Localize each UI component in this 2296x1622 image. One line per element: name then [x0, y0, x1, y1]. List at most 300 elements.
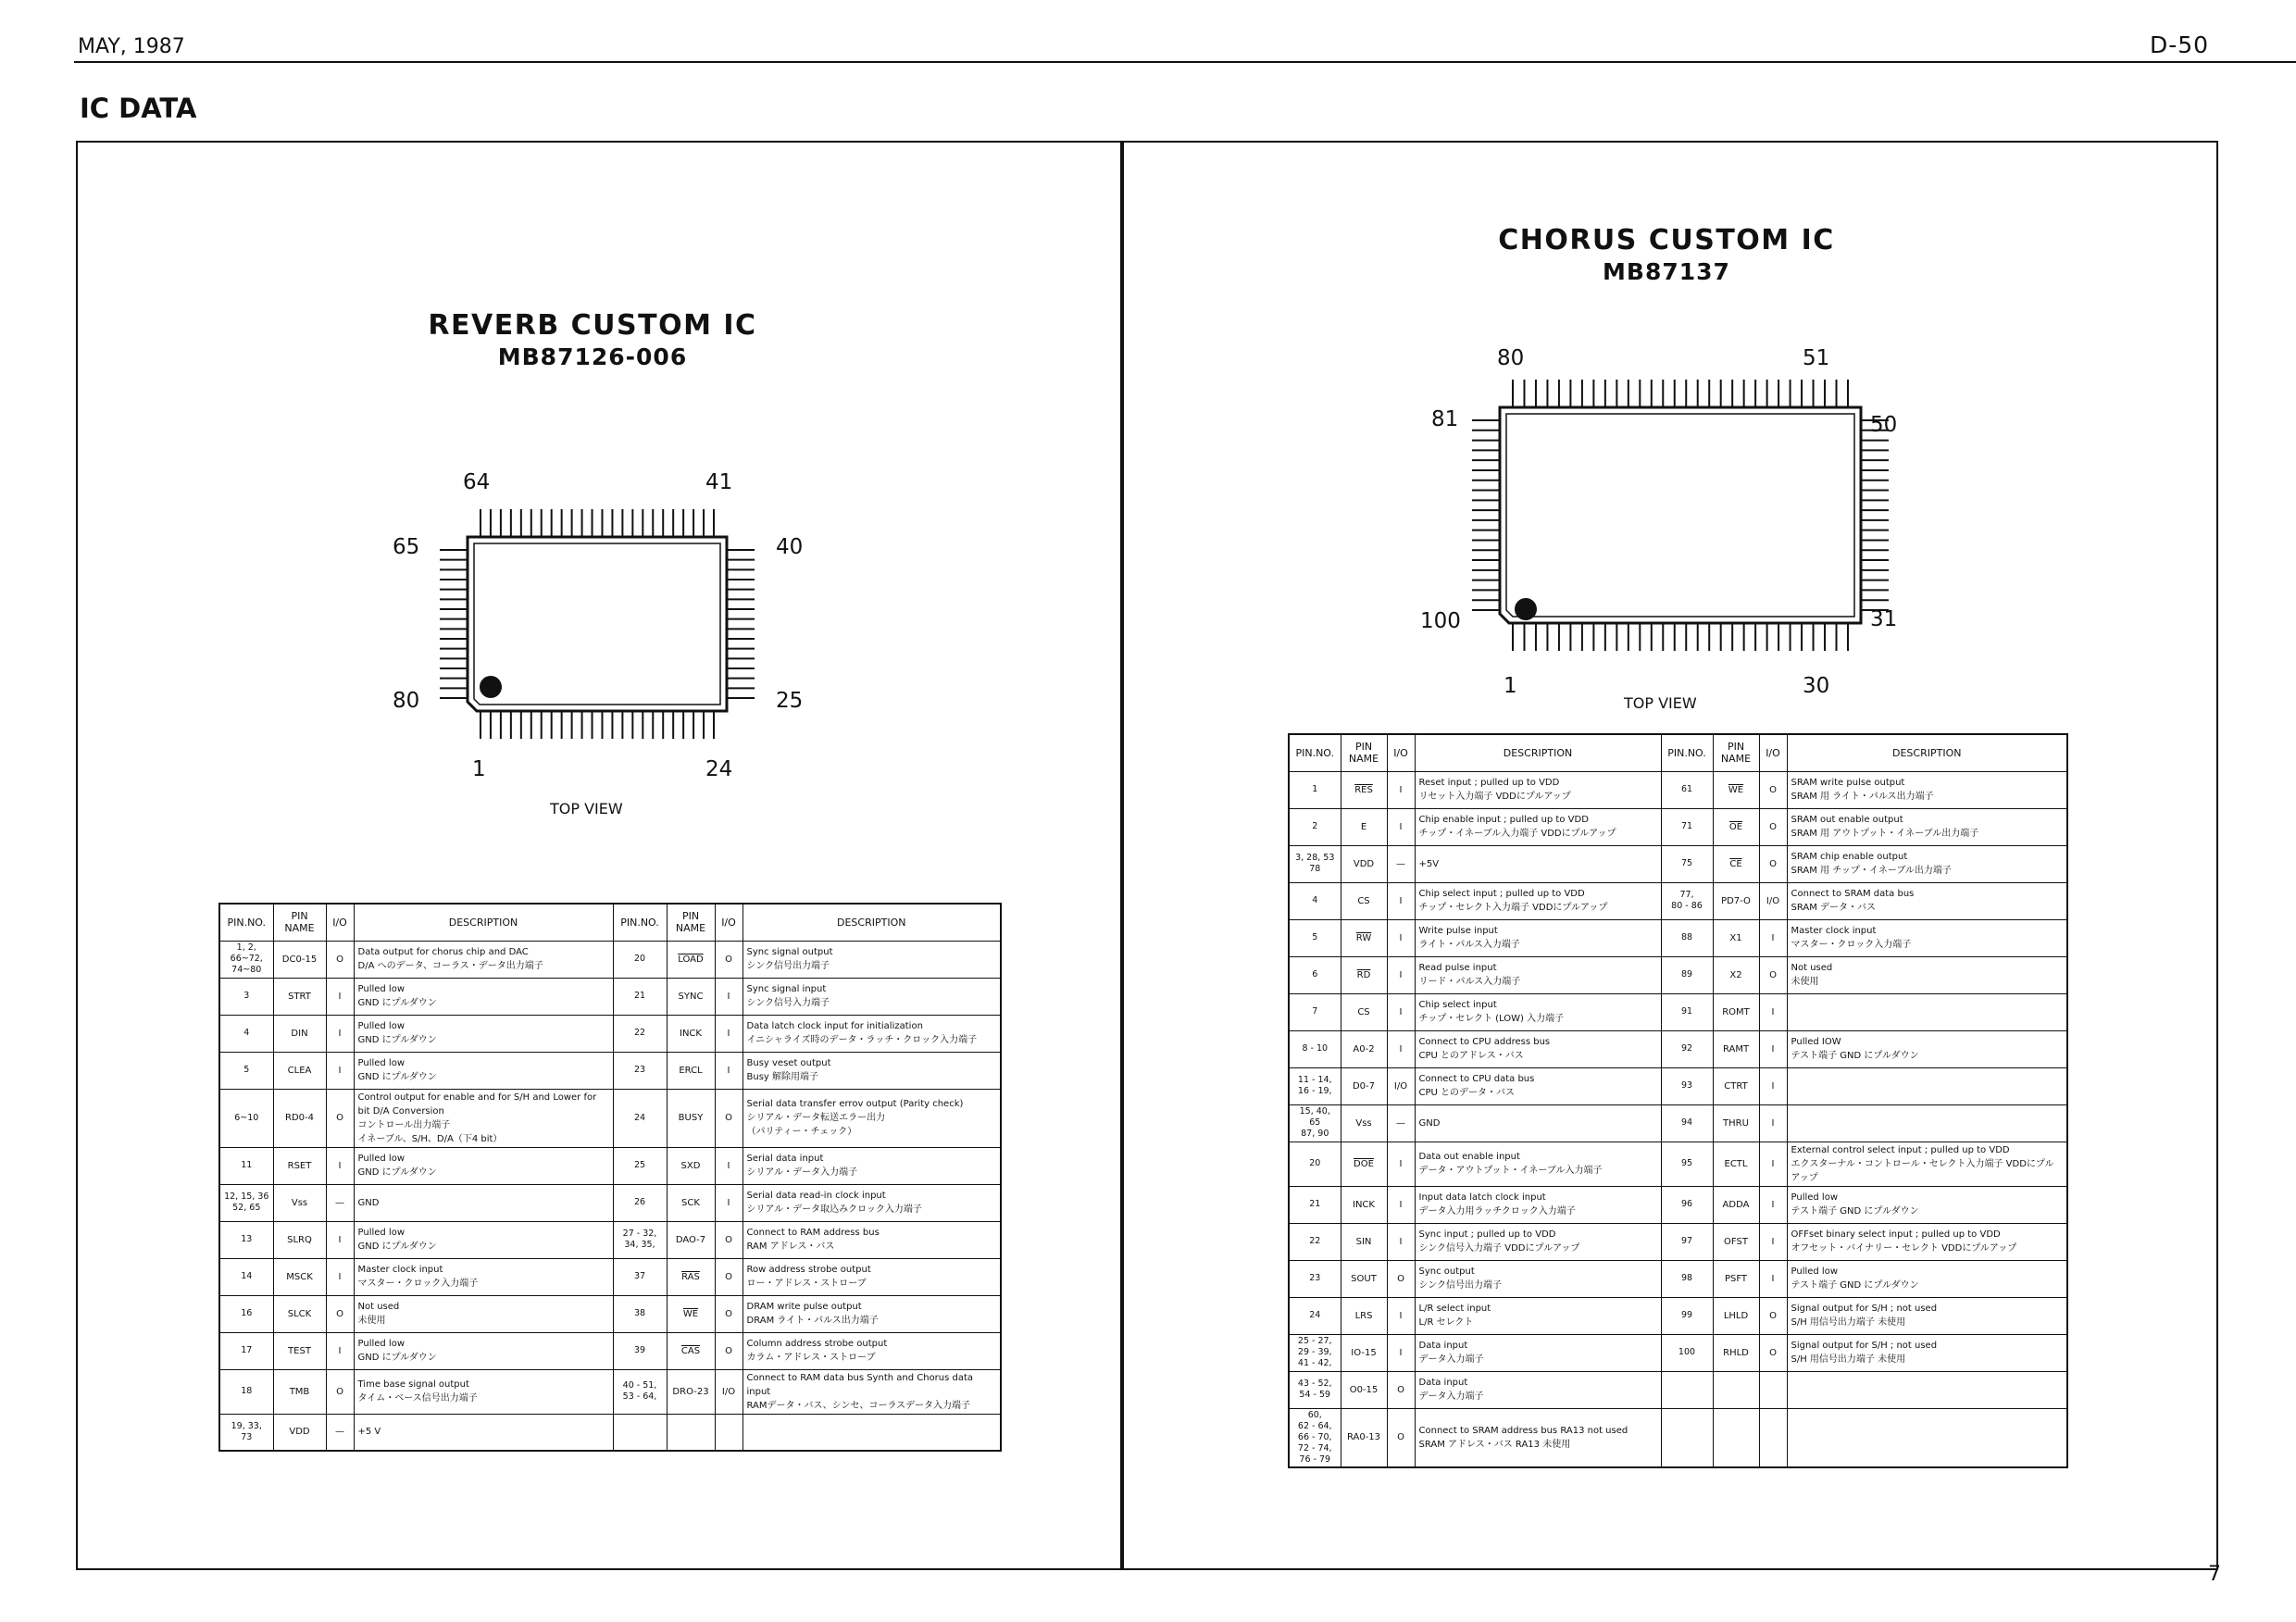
pin1-marker-icon: [1515, 598, 1537, 620]
reverb-top-view-label: TOP VIEW: [550, 800, 623, 817]
pin-io-cell: I: [1759, 1067, 1787, 1104]
pin-description-cell: Connect to RAM address bus RAM アドレス・バス: [742, 1221, 1001, 1258]
pin-io-cell: I: [1759, 1104, 1787, 1142]
pin-number-cell: 38: [613, 1295, 667, 1332]
pin-description-cell: Time base signal output タイム・ベース信号出力端子: [354, 1369, 613, 1414]
pin-io-cell: I: [715, 978, 742, 1015]
pin-io-cell: O: [1759, 1297, 1787, 1334]
pin-io-cell: I: [715, 1184, 742, 1221]
pin-io-cell: I: [1387, 882, 1415, 919]
empty-cell: [1759, 1371, 1787, 1408]
pin-name-cell: PD7-O: [1713, 882, 1759, 919]
table-row: [1289, 771, 2067, 808]
pin-name-cell: $\overline{WE}$: [667, 1295, 715, 1332]
chorus-pin-51: 51: [1803, 346, 1830, 370]
pin-io-cell: O: [326, 941, 354, 978]
chorus-title-block: [1444, 224, 1889, 285]
pin-name-cell: DAO-7: [667, 1221, 715, 1258]
pin-description-cell: Column address strobe output カラム・アドレス・ストローブ: [742, 1332, 1001, 1369]
pin-name-cell: CS: [1341, 993, 1387, 1030]
pin-description-cell: GND: [354, 1184, 613, 1221]
pin-name-cell: E: [1341, 808, 1387, 845]
empty-cell: [1661, 1371, 1713, 1408]
pin-number-cell: 22: [1289, 1223, 1341, 1260]
pin-description-cell: Control output for enable and for S/H and Lower for bit D/A Conversion コントロール出力端子 イネーブル、S/H、D/A（下4 bit）: [354, 1089, 613, 1147]
table-row: [219, 1369, 1001, 1414]
table-row: [219, 1052, 1001, 1089]
reverb-pin-1: 1: [472, 757, 486, 781]
pin-description-cell: SRAM out enable output SRAM 用 アウトプット・イネーブル出力端子: [1787, 808, 2067, 845]
reverb-pin-25: 25: [776, 689, 804, 713]
pin-name-cell: BUSY: [667, 1089, 715, 1147]
pin-io-cell: I: [715, 1147, 742, 1184]
pin-number-cell: 60, 62 - 64, 66 - 70, 72 - 74, 76 - 79: [1289, 1408, 1341, 1467]
pin-description-cell: Serial data input シリアル・データ入力端子: [742, 1147, 1001, 1184]
header-model: D-50: [2150, 31, 2210, 58]
pin-io-cell: I/O: [1387, 1067, 1415, 1104]
pin-io-cell: I/O: [715, 1369, 742, 1414]
column-header: I/O: [1759, 734, 1787, 771]
table-row: [219, 1147, 1001, 1184]
page-number: 7: [2208, 1563, 2221, 1586]
pin-number-cell: 23: [613, 1052, 667, 1089]
pin-name-cell: X1: [1713, 919, 1759, 956]
pin-description-cell: Data input データ入力端子: [1415, 1334, 1661, 1371]
pin-io-cell: I: [1387, 808, 1415, 845]
pin-number-cell: 98: [1661, 1260, 1713, 1297]
column-header: PIN.NO.: [613, 904, 667, 941]
pin-number-cell: 97: [1661, 1223, 1713, 1260]
pin-number-cell: 5: [219, 1052, 273, 1089]
pin-name-cell: INCK: [667, 1015, 715, 1052]
chorus-pin-80: 80: [1497, 346, 1525, 370]
table-row: [1289, 1142, 2067, 1186]
pin-io-cell: O: [1759, 845, 1787, 882]
pin-name-cell: $\overline{RES}$: [1341, 771, 1387, 808]
empty-cell: [1661, 1408, 1713, 1467]
empty-cell: [715, 1414, 742, 1451]
pin-name-cell: $\overline{RAS}$: [667, 1258, 715, 1295]
pin-number-cell: 18: [219, 1369, 273, 1414]
pin-name-cell: INCK: [1341, 1186, 1387, 1223]
pin-description-cell: Data output for chorus chip and DAC D/A へのデータ、コーラス・データ出力端子: [354, 941, 613, 978]
table-row: [1289, 956, 2067, 993]
pin-io-cell: I: [1387, 1223, 1415, 1260]
pin-number-cell: 24: [613, 1089, 667, 1147]
pin-io-cell: I: [1387, 1186, 1415, 1223]
pin-description-cell: Master clock input マスター・クロック入力端子: [354, 1258, 613, 1295]
pin-name-cell: MSCK: [273, 1258, 326, 1295]
pin-io-cell: I: [326, 1052, 354, 1089]
reverb-pin-table: [218, 903, 1002, 1452]
empty-cell: [742, 1414, 1001, 1451]
pin-name-cell: $\overline{RD}$: [1341, 956, 1387, 993]
column-header: PIN NAME: [667, 904, 715, 941]
pin-number-cell: 17: [219, 1332, 273, 1369]
pin-description-cell: Chip select input チップ・セレクト (LOW) 入力端子: [1415, 993, 1661, 1030]
table-row: [219, 978, 1001, 1015]
table-row: [1289, 882, 2067, 919]
pin-description-cell: [1787, 1104, 2067, 1142]
pin-name-cell: $\overline{CAS}$: [667, 1332, 715, 1369]
chorus-title: CHORUS CUSTOM IC: [1498, 224, 1835, 256]
pin-description-cell: Chip enable input ; pulled up to VDD チップ・イネーブル入力端子 VDDにプルアップ: [1415, 808, 1661, 845]
pin-number-cell: 8 - 10: [1289, 1030, 1341, 1067]
table-row: [1289, 1186, 2067, 1223]
pin-name-cell: SLRQ: [273, 1221, 326, 1258]
pin-description-cell: Pulled low GND にプルダウン: [354, 1052, 613, 1089]
pin-description-cell: Serial data read-in clock input シリアル・データ取込みクロック入力端子: [742, 1184, 1001, 1221]
pin-description-cell: Pulled low GND にプルダウン: [354, 1332, 613, 1369]
pin-description-cell: Pulled low GND にプルダウン: [354, 1015, 613, 1052]
pin-number-cell: 2: [1289, 808, 1341, 845]
pin-io-cell: I: [1759, 1260, 1787, 1297]
pin-name-cell: TMB: [273, 1369, 326, 1414]
pin-description-cell: OFFset binary select input ; pulled up to VDD オフセット・バイナリー・セレクト VDDにプルアップ: [1787, 1223, 2067, 1260]
column-header: DESCRIPTION: [354, 904, 613, 941]
pin-description-cell: SRAM write pulse output SRAM 用 ライト・パルス出力端子: [1787, 771, 2067, 808]
chorus-chip-drawing: [1416, 361, 1907, 680]
pin-description-cell: Reset input ; pulled up to VDD リセット入力端子 VDDにプルアップ: [1415, 771, 1661, 808]
pin-number-cell: 77, 80 - 86: [1661, 882, 1713, 919]
pin-name-cell: $\overline{WE}$: [1713, 771, 1759, 808]
pin-description-cell: SRAM chip enable output SRAM 用 チップ・イネーブル出力端子: [1787, 845, 2067, 882]
pin-io-cell: O: [1759, 956, 1787, 993]
table-row: [219, 1089, 1001, 1147]
pin-io-cell: O: [715, 1295, 742, 1332]
pin-number-cell: 75: [1661, 845, 1713, 882]
pin-description-cell: Sync signal output シンク信号出力端子: [742, 941, 1001, 978]
reverb-pin-40: 40: [776, 535, 804, 559]
table-row: [219, 1258, 1001, 1295]
chorus-pin-50: 50: [1870, 413, 1898, 437]
table-row: [1289, 808, 2067, 845]
chorus-pin-30: 30: [1803, 674, 1830, 698]
pin-name-cell: DIN: [273, 1015, 326, 1052]
pin-description-cell: Input data latch clock input データ入力用ラッチクロック入力端子: [1415, 1186, 1661, 1223]
table-row: [1289, 1297, 2067, 1334]
column-header: PIN.NO.: [219, 904, 273, 941]
reverb-part-number: MB87126-006: [497, 343, 688, 370]
pin-name-cell: Vss: [1341, 1104, 1387, 1142]
pin-number-cell: 4: [1289, 882, 1341, 919]
column-header: PIN.NO.: [1661, 734, 1713, 771]
pin-number-cell: 71: [1661, 808, 1713, 845]
pin-number-cell: 21: [1289, 1186, 1341, 1223]
table-row: [219, 1221, 1001, 1258]
pin-io-cell: O: [326, 1295, 354, 1332]
pin-name-cell: RA0-13: [1341, 1408, 1387, 1467]
pin-number-cell: 61: [1661, 771, 1713, 808]
pin-name-cell: SYNC: [667, 978, 715, 1015]
pin-description-cell: +5 V: [354, 1414, 613, 1451]
pin-description-cell: Signal output for S/H ; not used S/H 用信号出力端子 未使用: [1787, 1297, 2067, 1334]
column-header: PIN NAME: [273, 904, 326, 941]
pin-description-cell: Connect to CPU address bus CPU とのアドレス・バス: [1415, 1030, 1661, 1067]
pin-number-cell: 11 - 14, 16 - 19,: [1289, 1067, 1341, 1104]
pin-description-cell: Connect to SRAM data bus SRAM データ・バス: [1787, 882, 2067, 919]
pin-io-cell: O: [1387, 1408, 1415, 1467]
pin-name-cell: ECTL: [1713, 1142, 1759, 1186]
pin-number-cell: 13: [219, 1221, 273, 1258]
pin-description-cell: Write pulse input ライト・パルス入力端子: [1415, 919, 1661, 956]
pin-description-cell: Pulled low GND にプルダウン: [354, 1221, 613, 1258]
reverb-title: REVERB CUSTOM IC: [428, 309, 757, 342]
pin-description-cell: Sync input ; pulled up to VDD シンク信号入力端子 VDDにプルアップ: [1415, 1223, 1661, 1260]
empty-cell: [613, 1414, 667, 1451]
pin-number-cell: 96: [1661, 1186, 1713, 1223]
pin-description-cell: Pulled low テスト端子 GND にプルダウン: [1787, 1260, 2067, 1297]
pin-number-cell: 37: [613, 1258, 667, 1295]
pin-description-cell: Pulled IOW テスト端子 GND にプルダウン: [1787, 1030, 2067, 1067]
pin-number-cell: 21: [613, 978, 667, 1015]
pin-number-cell: 88: [1661, 919, 1713, 956]
pin-io-cell: I: [326, 1221, 354, 1258]
column-header: DESCRIPTION: [1787, 734, 2067, 771]
table-row: [219, 1295, 1001, 1332]
pin-name-cell: SLCK: [273, 1295, 326, 1332]
pin-name-cell: RD0-4: [273, 1089, 326, 1147]
pin-number-cell: 6: [1289, 956, 1341, 993]
table-row: [1289, 1067, 2067, 1104]
empty-cell: [1713, 1371, 1759, 1408]
pin-io-cell: —: [326, 1184, 354, 1221]
empty-cell: [1787, 1371, 2067, 1408]
pin-io-cell: I: [1759, 1030, 1787, 1067]
column-header: PIN NAME: [1713, 734, 1759, 771]
pin-number-cell: 23: [1289, 1260, 1341, 1297]
pin-name-cell: CTRT: [1713, 1067, 1759, 1104]
pin-description-cell: Busy veset output Busy 解除用端子: [742, 1052, 1001, 1089]
pin-description-cell: Row address strobe output ロー・アドレス・ストローブ: [742, 1258, 1001, 1295]
pin-io-cell: I: [1759, 1223, 1787, 1260]
pin-number-cell: 11: [219, 1147, 273, 1184]
pin-io-cell: O: [1759, 771, 1787, 808]
pin-name-cell: OFST: [1713, 1223, 1759, 1260]
chorus-pin-table: [1288, 733, 2068, 1468]
pin-description-cell: Read pulse input リード・パルス入力端子: [1415, 956, 1661, 993]
table-row: [1289, 1030, 2067, 1067]
pin-number-cell: 89: [1661, 956, 1713, 993]
pin-name-cell: ROMT: [1713, 993, 1759, 1030]
pin-name-cell: SXD: [667, 1147, 715, 1184]
pin-number-cell: 16: [219, 1295, 273, 1332]
pin-number-cell: 15, 40, 65 87, 90: [1289, 1104, 1341, 1142]
pin-io-cell: I: [326, 978, 354, 1015]
pin-io-cell: I: [1387, 956, 1415, 993]
pin-name-cell: $\overline{DOE}$: [1341, 1142, 1387, 1186]
pin-name-cell: D0-7: [1341, 1067, 1387, 1104]
pin-name-cell: RAMT: [1713, 1030, 1759, 1067]
pin-io-cell: O: [715, 1258, 742, 1295]
reverb-pin-24: 24: [705, 757, 733, 781]
pin-description-cell: Connect to CPU data bus CPU とのデータ・バス: [1415, 1067, 1661, 1104]
empty-cell: [1713, 1408, 1759, 1467]
pin-name-cell: A0-2: [1341, 1030, 1387, 1067]
pin-number-cell: 12, 15, 36 52, 65: [219, 1184, 273, 1221]
pin-number-cell: 91: [1661, 993, 1713, 1030]
pin-name-cell: X2: [1713, 956, 1759, 993]
column-header: DESCRIPTION: [1415, 734, 1661, 771]
pin-number-cell: 14: [219, 1258, 273, 1295]
table-row: [1289, 1371, 2067, 1408]
pin-name-cell: LOAD: [667, 941, 715, 978]
pin-number-cell: 25: [613, 1147, 667, 1184]
column-header: DESCRIPTION: [742, 904, 1001, 941]
pin-description-cell: Sync output シンク信号出力端子: [1415, 1260, 1661, 1297]
pin-description-cell: Pulled low GND にプルダウン: [354, 1147, 613, 1184]
section-title: IC DATA: [80, 93, 197, 124]
pin-name-cell: DRO-23: [667, 1369, 715, 1414]
pin-io-cell: I: [1387, 771, 1415, 808]
pin-io-cell: O: [715, 1332, 742, 1369]
pin-number-cell: 43 - 52, 54 - 59: [1289, 1371, 1341, 1408]
table-row: [219, 1184, 1001, 1221]
column-header: I/O: [326, 904, 354, 941]
pin-number-cell: 3, 28, 53 78: [1289, 845, 1341, 882]
pin-io-cell: O: [1387, 1260, 1415, 1297]
table-row: [219, 1015, 1001, 1052]
pin-name-cell: $\overline{CE}$: [1713, 845, 1759, 882]
pin-number-cell: 4: [219, 1015, 273, 1052]
pin-description-cell: [1787, 1067, 2067, 1104]
pin-io-cell: I: [715, 1015, 742, 1052]
pin-io-cell: I: [1759, 1186, 1787, 1223]
reverb-title-block: [370, 309, 815, 370]
pin-io-cell: O: [1759, 1334, 1787, 1371]
pin-number-cell: 93: [1661, 1067, 1713, 1104]
pin-number-cell: 6~10: [219, 1089, 273, 1147]
pin-name-cell: RHLD: [1713, 1334, 1759, 1371]
pin-number-cell: 99: [1661, 1297, 1713, 1334]
pin-name-cell: RSET: [273, 1147, 326, 1184]
pin-number-cell: 92: [1661, 1030, 1713, 1067]
pin-io-cell: I/O: [1759, 882, 1787, 919]
pin-number-cell: 24: [1289, 1297, 1341, 1334]
pin-name-cell: VDD: [1341, 845, 1387, 882]
pin-description-cell: Connect to RAM data bus Synth and Chorus data input RAMデータ・バス、シンセ、コーラスデータ入力端子: [742, 1369, 1001, 1414]
pin-io-cell: O: [715, 941, 742, 978]
pin-name-cell: STRT: [273, 978, 326, 1015]
pin-number-cell: 95: [1661, 1142, 1713, 1186]
pin-io-cell: I: [326, 1332, 354, 1369]
table-row: [1289, 1104, 2067, 1142]
pin-name-cell: LRS: [1341, 1297, 1387, 1334]
pin-number-cell: 40 - 51, 53 - 64,: [613, 1369, 667, 1414]
pin-io-cell: I: [1759, 993, 1787, 1030]
pin-description-cell: Chip select input ; pulled up to VDD チップ・セレクト入力端子 VDDにプルアップ: [1415, 882, 1661, 919]
pin-number-cell: 25 - 27, 29 - 39, 41 - 42,: [1289, 1334, 1341, 1371]
pin-io-cell: O: [715, 1221, 742, 1258]
empty-cell: [1787, 1408, 2067, 1467]
pin-description-cell: Data input データ入力端子: [1415, 1371, 1661, 1408]
pin-number-cell: 3: [219, 978, 273, 1015]
pin-name-cell: TEST: [273, 1332, 326, 1369]
pin-name-cell: O0-15: [1341, 1371, 1387, 1408]
reverb-pin-64: 64: [463, 470, 491, 494]
pin-io-cell: I: [1387, 993, 1415, 1030]
chorus-part-number: MB87137: [1603, 258, 1730, 285]
pin-io-cell: O: [1759, 808, 1787, 845]
pin-io-cell: O: [326, 1369, 354, 1414]
pin-number-cell: 100: [1661, 1334, 1713, 1371]
pin-io-cell: —: [1387, 845, 1415, 882]
pin-io-cell: —: [326, 1414, 354, 1451]
chorus-pin-1: 1: [1504, 674, 1517, 698]
pin-name-cell: $\overline{OE}$: [1713, 808, 1759, 845]
pin-io-cell: I: [326, 1015, 354, 1052]
pin-number-cell: 26: [613, 1184, 667, 1221]
pin-io-cell: I: [1387, 1297, 1415, 1334]
pin-name-cell: SOUT: [1341, 1260, 1387, 1297]
pin-name-cell: DC0-15: [273, 941, 326, 978]
pin-description-cell: External control select input ; pulled up to VDD エクスターナル・コントロール・セレクト入力端子 VDDにプルアップ: [1787, 1142, 2067, 1186]
table-row: [1289, 1334, 2067, 1371]
pin-io-cell: I: [326, 1147, 354, 1184]
table-row: [1289, 993, 2067, 1030]
pin-description-cell: GND: [1415, 1104, 1661, 1142]
empty-cell: [1759, 1408, 1787, 1467]
pin-number-cell: 27 - 32, 34, 35,: [613, 1221, 667, 1258]
table-row: [1289, 919, 2067, 956]
pin1-marker-icon: [480, 676, 502, 698]
pin-name-cell: Vss: [273, 1184, 326, 1221]
pin-description-cell: Signal output for S/H ; not used S/H 用信号出力端子 未使用: [1787, 1334, 2067, 1371]
pin-description-cell: +5V: [1415, 845, 1661, 882]
pin-io-cell: O: [1387, 1371, 1415, 1408]
reverb-pin-65: 65: [393, 535, 420, 559]
chorus-pin-31: 31: [1870, 607, 1898, 631]
pin-description-cell: Sync signal input シンク信号入力端子: [742, 978, 1001, 1015]
pin-number-cell: 20: [1289, 1142, 1341, 1186]
pin-io-cell: I: [1387, 1030, 1415, 1067]
pin-number-cell: 7: [1289, 993, 1341, 1030]
pin-name-cell: LHLD: [1713, 1297, 1759, 1334]
pin-io-cell: O: [326, 1089, 354, 1147]
pin-name-cell: PSFT: [1713, 1260, 1759, 1297]
pin-description-cell: Not used 未使用: [354, 1295, 613, 1332]
pin-description-cell: Serial data transfer errov output (Parity check) シリアル・データ転送エラー出力 （パリティー・チェック）: [742, 1089, 1001, 1147]
pin-name-cell: SIN: [1341, 1223, 1387, 1260]
pin-number-cell: 19, 33, 73: [219, 1414, 273, 1451]
chorus-pin-81: 81: [1431, 407, 1459, 431]
pin-name-cell: ERCL: [667, 1052, 715, 1089]
pin-name-cell: IO-15: [1341, 1334, 1387, 1371]
pin-number-cell: 1: [1289, 771, 1341, 808]
pin-io-cell: O: [715, 1089, 742, 1147]
table-row: [1289, 845, 2067, 882]
pin-io-cell: —: [1387, 1104, 1415, 1142]
table-row: [219, 1332, 1001, 1369]
empty-cell: [667, 1414, 715, 1451]
pin-name-cell: CLEA: [273, 1052, 326, 1089]
pin-name-cell: ADDA: [1713, 1186, 1759, 1223]
chorus-pin-100: 100: [1420, 609, 1461, 633]
column-header: I/O: [1387, 734, 1415, 771]
pin-description-cell: DRAM write pulse output DRAM ライト・パルス出力端子: [742, 1295, 1001, 1332]
pin-name-cell: CS: [1341, 882, 1387, 919]
pin-number-cell: 1, 2, 66~72, 74~80: [219, 941, 273, 978]
pin-io-cell: I: [1387, 1334, 1415, 1371]
pin-number-cell: 20: [613, 941, 667, 978]
column-header: PIN.NO.: [1289, 734, 1341, 771]
pin-name-cell: VDD: [273, 1414, 326, 1451]
header-date: MAY, 1987: [78, 35, 185, 58]
pin-io-cell: I: [1387, 919, 1415, 956]
table-row: [219, 941, 1001, 978]
table-row: [1289, 1260, 2067, 1297]
pin-io-cell: I: [1759, 919, 1787, 956]
